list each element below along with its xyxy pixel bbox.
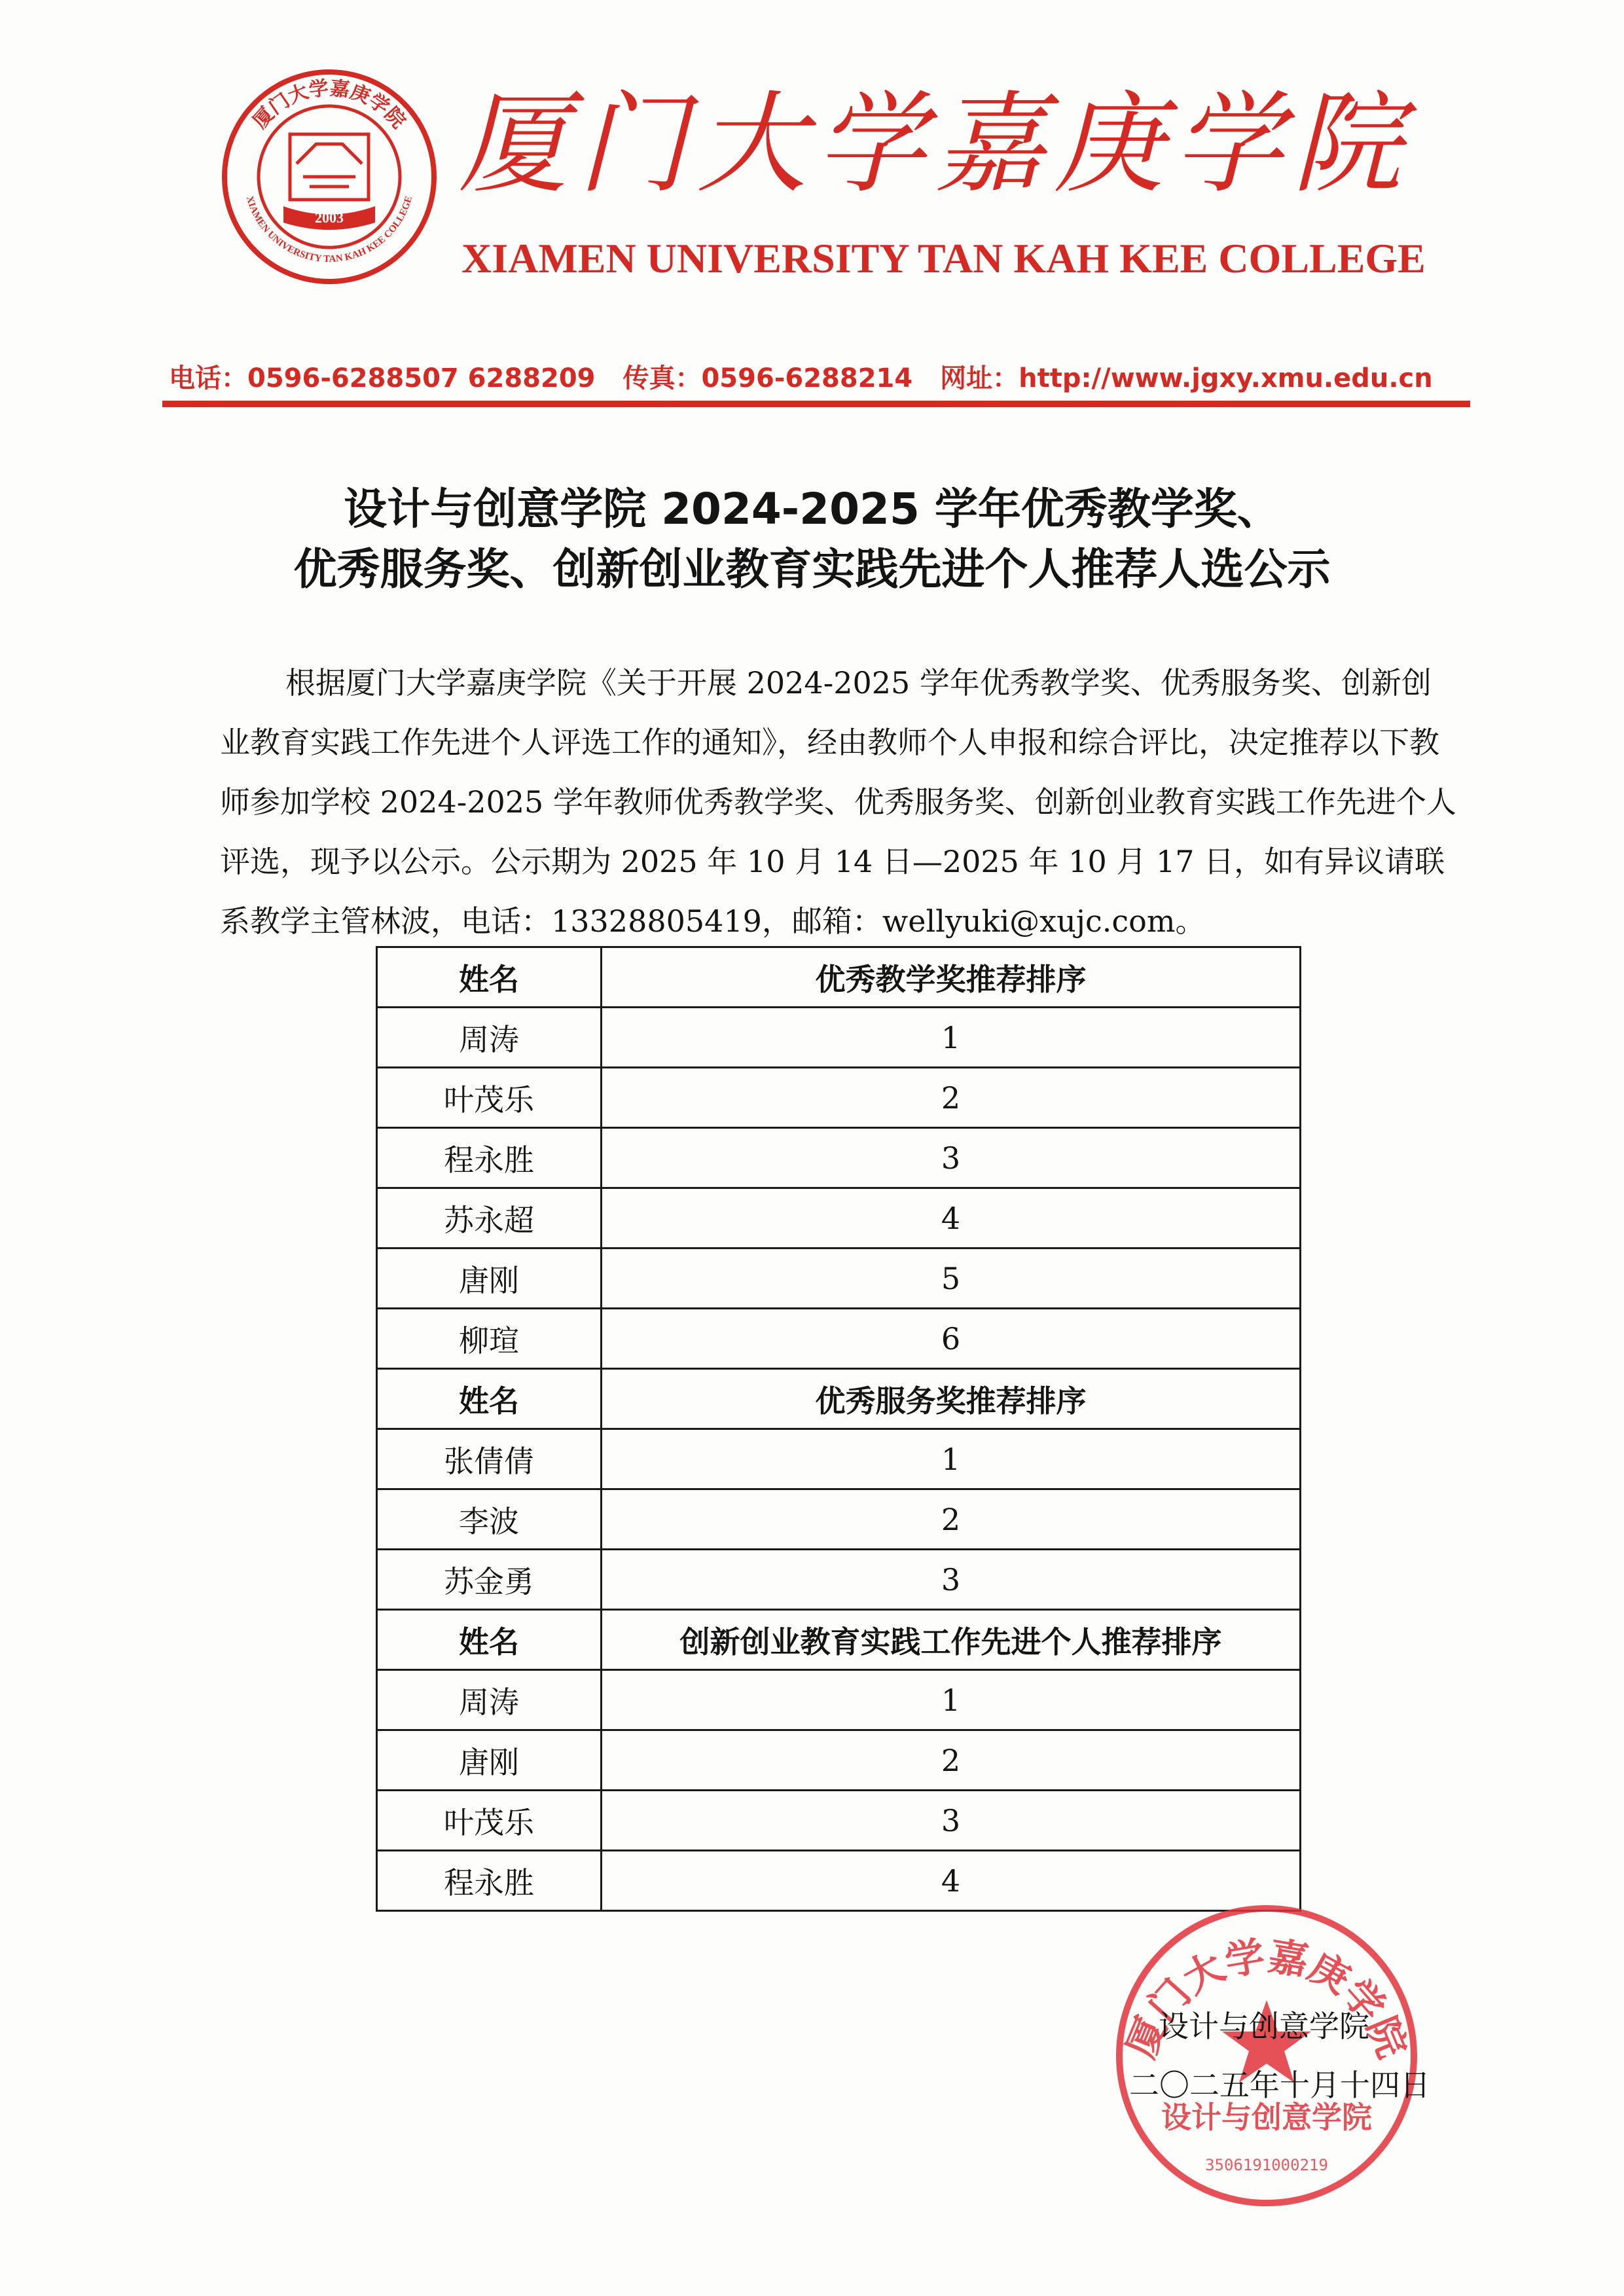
cell-rank: 3 <box>602 1128 1301 1188</box>
recommendation-table <box>376 946 1301 1912</box>
table-row <box>377 1309 1301 1369</box>
contact-phone: 电话：0596-6288507 6288209 <box>169 363 596 393</box>
logo-text-bottom: XIAMEN UNIVERSITY TAN KAH KEE COLLEGE <box>244 194 415 265</box>
cell-name: 唐刚 <box>377 1730 602 1791</box>
table-header-row <box>377 1610 1301 1670</box>
college-logo <box>218 65 441 288</box>
cell-rank: 3 <box>602 1791 1301 1851</box>
table-header-row <box>377 1369 1301 1429</box>
document-title-line1: 设计与创意学院 2024-2025 学年优秀教学奖、 <box>344 484 1280 534</box>
cell-name: 唐刚 <box>377 1248 602 1309</box>
cell-name: 柳瑄 <box>377 1309 602 1369</box>
signature-org: 设计与创意学院 <box>1159 2009 1369 2044</box>
cell-rank: 2 <box>602 1730 1301 1791</box>
contact-website: 网址：http://www.jgxy.xmu.edu.cn <box>940 363 1433 393</box>
cell-name: 周涛 <box>377 1670 602 1730</box>
contact-fax: 传真：0596-6288214 <box>623 363 913 393</box>
rank-header: 优秀服务奖推荐排序 <box>602 1369 1301 1429</box>
cell-name: 周涛 <box>377 1008 602 1068</box>
rank-header: 创新创业教育实践工作先进个人推荐排序 <box>602 1610 1301 1670</box>
cell-name: 李波 <box>377 1489 602 1550</box>
table-row <box>377 1248 1301 1309</box>
cell-name: 张倩倩 <box>377 1429 602 1489</box>
notice-paragraph <box>220 653 1461 951</box>
cell-rank: 4 <box>602 1188 1301 1248</box>
cell-rank: 1 <box>602 1670 1301 1730</box>
contact-line <box>169 359 1478 398</box>
table-row <box>377 1429 1301 1489</box>
name-header: 姓名 <box>377 1610 602 1670</box>
cell-name: 叶茂乐 <box>377 1791 602 1851</box>
college-name-cn: 厦门大学嘉庚学院 <box>458 80 1411 208</box>
rank-header: 优秀教学奖推荐排序 <box>602 947 1301 1008</box>
seal-text: 厦门大学嘉庚学院 <box>1118 1933 1415 2065</box>
table-row <box>377 1670 1301 1730</box>
logo-text-top: 厦门大学嘉庚学院 <box>248 77 410 134</box>
cell-name: 叶茂乐 <box>377 1068 602 1128</box>
table-row <box>377 1791 1301 1851</box>
document-title-line2: 优秀服务奖、创新创业教育实践先进个人推荐人选公示 <box>293 544 1331 594</box>
cell-rank: 2 <box>602 1068 1301 1128</box>
cell-rank: 3 <box>602 1550 1301 1610</box>
table-row <box>377 1550 1301 1610</box>
cell-rank: 4 <box>602 1851 1301 1911</box>
table-row <box>377 1188 1301 1248</box>
table-header-row <box>377 947 1301 1008</box>
letterhead-divider <box>162 401 1470 407</box>
table-row <box>377 1128 1301 1188</box>
signature-date: 二〇二五年十月十四日 <box>1129 2068 1430 2103</box>
table-row <box>377 1068 1301 1128</box>
cell-name: 程永胜 <box>377 1851 602 1911</box>
cell-name: 程永胜 <box>377 1128 602 1188</box>
notice-text: 根据厦门大学嘉庚学院《关于开展 2024-2025 学年优秀教学奖、优秀服务奖、创新创业教育实践工作先进个人评选工作的通知》，经由教师个人申报和综合评比，决定推荐以下教师参加学校 2024-2025 学年教师优秀教学奖、优秀服务奖、创新创业教育实践工作先进个人评选，现予以公示。公示期为 2025 年 10 月 14 日—2025 年 10 月 17 日，如有异议请联系教学主管林波，电话：13328805419，邮箱：wellyuki@xujc.com。 <box>220 665 1456 939</box>
official-seal <box>1113 1902 1420 2210</box>
table-row <box>377 1730 1301 1791</box>
seal-subtext: 设计与创意学院 <box>1161 2100 1372 2135</box>
cell-name: 苏金勇 <box>377 1550 602 1610</box>
cell-rank: 6 <box>602 1309 1301 1369</box>
seal-code: 3506191000219 <box>1205 2156 1328 2174</box>
cell-rank: 1 <box>602 1429 1301 1489</box>
table-row <box>377 1008 1301 1068</box>
name-header: 姓名 <box>377 947 602 1008</box>
table-row <box>377 1489 1301 1550</box>
cell-rank: 1 <box>602 1008 1301 1068</box>
name-header: 姓名 <box>377 1369 602 1429</box>
cell-rank: 5 <box>602 1248 1301 1309</box>
college-name-en: XIAMEN UNIVERSITY TAN KAH KEE COLLEGE <box>461 235 1426 282</box>
cell-rank: 2 <box>602 1489 1301 1550</box>
cell-name: 苏永超 <box>377 1188 602 1248</box>
logo-year: 2003 <box>315 210 344 226</box>
